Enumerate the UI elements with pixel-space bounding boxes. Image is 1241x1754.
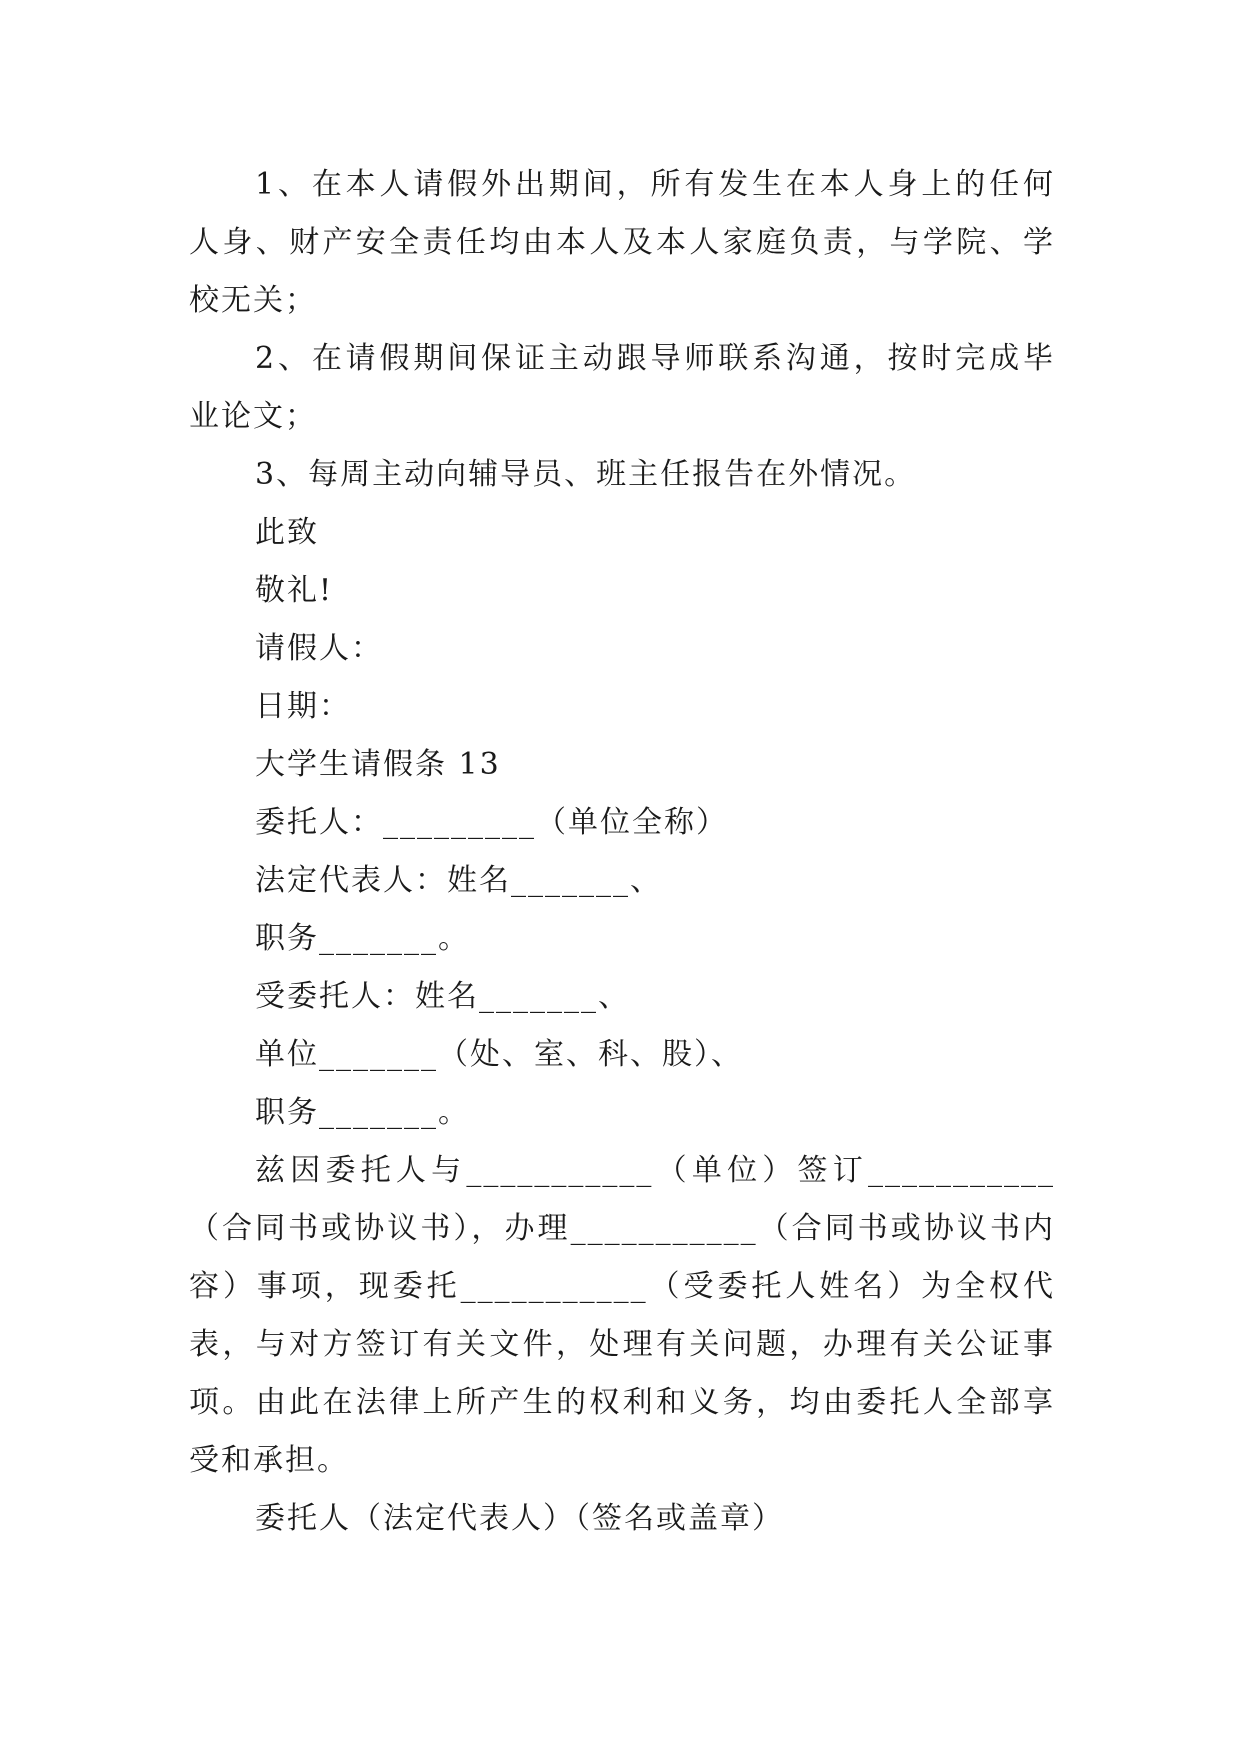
text-line: 日期： bbox=[255, 689, 351, 724]
text-line: 容）事项，现委托___________（受委托人姓名）为全权代 bbox=[189, 1269, 1055, 1304]
text-line: 1、在本人请假外出期间，所有发生在本人身上的任何 bbox=[255, 167, 1055, 202]
text-line: 业论文； bbox=[189, 399, 317, 434]
text-line: 项。由此在法律上所产生的权利和义务，均由委托人全部享 bbox=[189, 1385, 1055, 1420]
text-line: 此致 bbox=[255, 515, 319, 550]
text-line: 委托人（法定代表人）（签名或盖章） bbox=[255, 1501, 784, 1536]
text-line: 职务_______。 bbox=[255, 1095, 470, 1130]
text-line: 职务_______。 bbox=[255, 921, 470, 956]
document-body bbox=[189, 156, 1055, 1548]
text-line: 受委托人：姓名_______、 bbox=[255, 979, 630, 1014]
text-line: 3、每周主动向辅导员、班主任报告在外情况。 bbox=[255, 457, 917, 492]
text-line: 校无关； bbox=[189, 283, 317, 318]
text-line: 法定代表人：姓名_______、 bbox=[255, 863, 662, 898]
text-line: 人身、财产安全责任均由本人及本人家庭负责，与学院、学 bbox=[189, 225, 1055, 260]
text-line: 敬礼! bbox=[255, 573, 334, 608]
section-title: 大学生请假条 13 bbox=[255, 747, 501, 782]
text-line: 请假人： bbox=[255, 631, 383, 666]
text-line: 2、在请假期间保证主动跟导师联系沟通，按时完成毕 bbox=[255, 341, 1055, 376]
text-line: 兹因委托人与___________（单位）签订___________ bbox=[255, 1153, 1055, 1188]
text-line: 委托人：_________（单位全称） bbox=[255, 805, 728, 840]
text-line: （合同书或协议书），办理___________（合同书或协议书内 bbox=[189, 1211, 1055, 1246]
text-line: 单位_______（处、室、科、股）、 bbox=[255, 1037, 743, 1072]
text-line: 表，与对方签订有关文件，处理有关问题，办理有关公证事 bbox=[189, 1327, 1055, 1362]
text-line: 受和承担。 bbox=[189, 1443, 349, 1478]
